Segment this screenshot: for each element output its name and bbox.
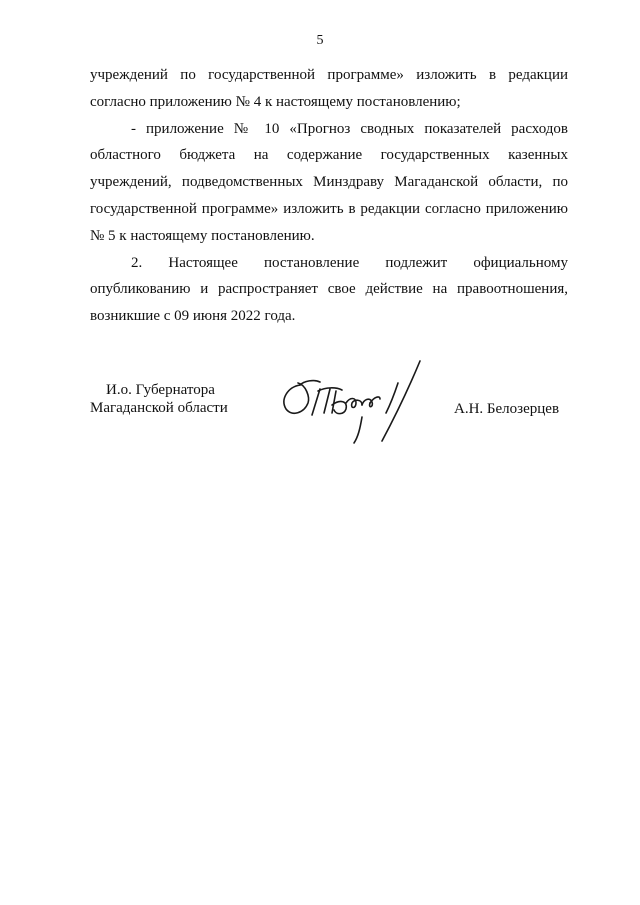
signatory-position [90,381,228,417]
paragraph-appendix-10: - приложение № 10 «Прогноз сводных показателей расходов областного бюджета на содержание государственных казенных учреждений, подведомственных Минздраву Магаданской области, по государственной программе» изложить в редакции согласно приложению № 5 к настоящему постановлению. [90,120,568,244]
page-number: 5 [316,33,324,48]
signatory-name: А.Н. Белозерцев [454,401,560,417]
signatory-position-line-2: Магаданской области [90,400,228,416]
signatory-position-line-1: И.о. Губернатора [106,382,215,398]
document-body [90,62,568,330]
paragraph-continuation: учреждений по государственной программе» изложить в редакции согласно приложению № 4 к настоящему постановлению; [90,67,568,110]
paragraph-publication-clause: 2. Настоящее постановление подлежит официальному опубликованию и распространяет свое действие на правоотношения, возникшие с 09 июня 2022 года. [90,254,568,325]
handwritten-signature [270,355,435,455]
